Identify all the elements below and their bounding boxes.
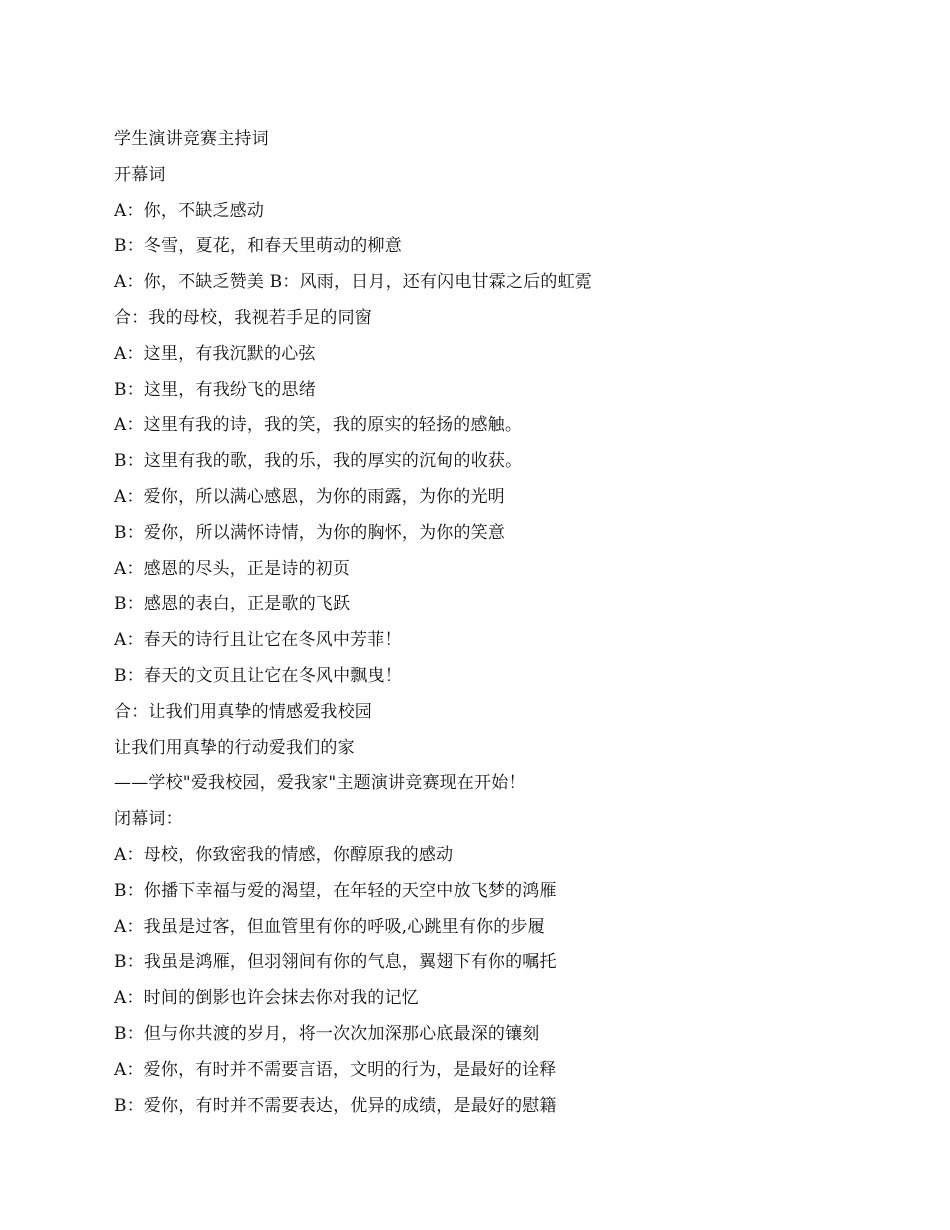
text-line: B：感恩的表白，正是歌的飞跃 — [114, 594, 351, 615]
text-line: B：这里，有我纷飞的思绪 — [114, 379, 316, 400]
document-title: 学生演讲竞赛主持词 — [114, 129, 269, 149]
text-line: A：你，不缺乏赞美 B：风雨，日月，还有闪电甘霖之后的虹霓 — [114, 272, 592, 293]
text-line: A：感恩的尽头，正是诗的初页 — [114, 558, 351, 579]
text-line: B：爱你，有时并不需要表达，优异的成绩，是最好的慰籍 — [114, 1095, 557, 1116]
document-body — [114, 122, 874, 1124]
text-line: A：这里有我的诗，我的笑，我的原实的轻扬的感触。 — [114, 415, 523, 436]
text-line: A：时间的倒影也许会抹去你对我的记忆 — [114, 988, 419, 1009]
text-line: 合：让我们用真挚的情感爱我校园 — [114, 701, 372, 722]
text-line: A：爱你，所以满心感恩，为你的雨露，为你的光明 — [114, 486, 505, 507]
section-heading-closing: 闭幕词： — [114, 809, 183, 830]
text-line: A：我虽是过客，但血管里有你的呼吸,心跳里有你的步履 — [114, 916, 545, 937]
text-line: A：爱你，有时并不需要言语，文明的行为，是最好的诠释 — [114, 1059, 557, 1080]
text-line: B：你播下幸福与爱的渴望，在年轻的天空中放飞梦的鸿雁 — [114, 880, 557, 901]
text-line: B：冬雪，夏花，和春天里萌动的柳意 — [114, 236, 402, 257]
text-line: A：这里，有我沉默的心弦 — [114, 343, 316, 364]
text-line: A：母校，你致密我的情感，你醇原我的感动 — [114, 844, 454, 865]
text-line: A：你，不缺乏感动 — [114, 200, 265, 221]
text-line: ——学校"爱我校园，爱我家"主题演讲竞赛现在开始！ — [114, 773, 526, 794]
text-line: B：但与你共渡的岁月，将一次次加深那心底最深的镶刻 — [114, 1023, 540, 1044]
text-line: B：爱你，所以满怀诗情，为你的胸怀，为你的笑意 — [114, 522, 506, 543]
text-line: B：我虽是鸿雁，但羽翎间有你的气息，翼翅下有你的嘱托 — [114, 952, 557, 973]
text-line: B：这里有我的歌，我的乐，我的厚实的沉甸的收获。 — [114, 451, 523, 472]
text-line: B：春天的文页且让它在冬风中飘曳！ — [114, 665, 402, 686]
text-line: 合：我的母校，我视若手足的同窗 — [114, 307, 372, 328]
text-line: A：春天的诗行且让它在冬风中芳菲！ — [114, 630, 402, 651]
section-heading-opening: 开幕词 — [114, 164, 166, 185]
text-line: 让我们用真挚的行动爱我们的家 — [114, 737, 355, 758]
